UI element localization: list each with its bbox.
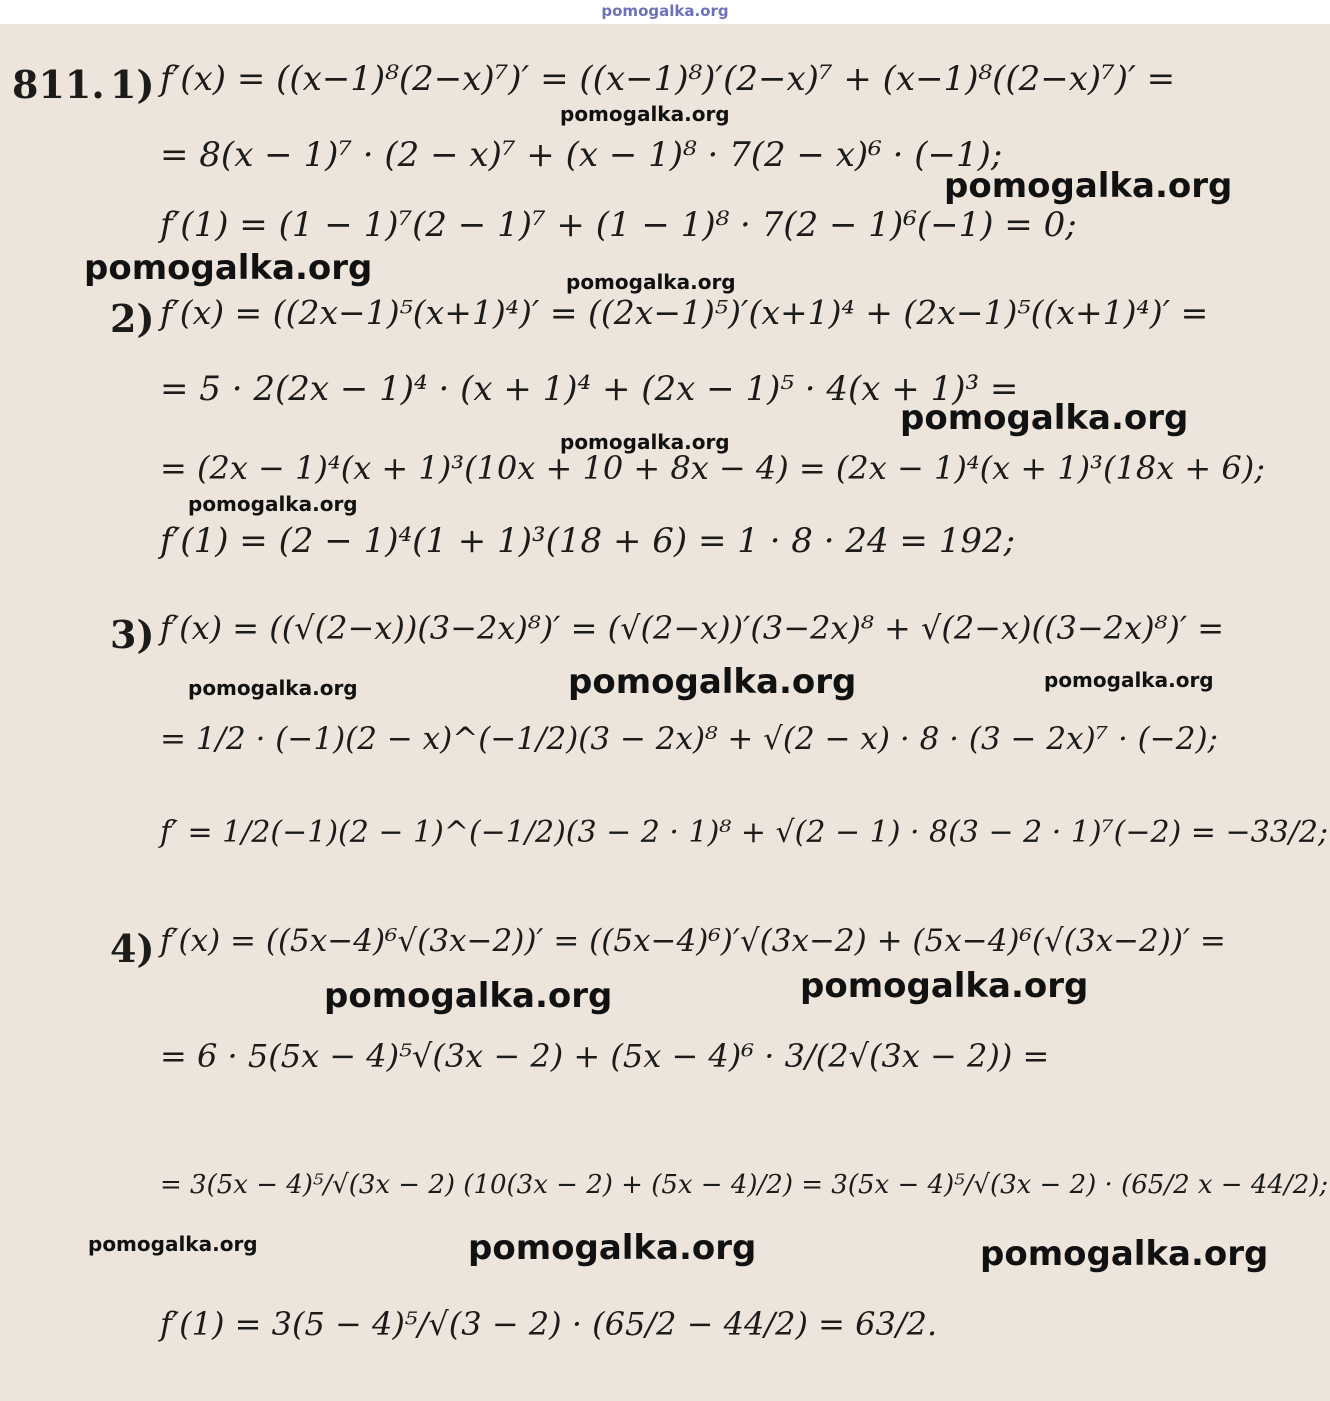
- part-2-line-1: f′(x) = ((2x−1)⁵(x+1)⁴)′ = ((2x−1)⁵)′(x+1)⁴ + (2x−1)⁵((x+1)⁴)′ =: [160, 293, 1209, 332]
- watermark: pomogalka.org: [88, 1232, 258, 1256]
- part-1-line-3: f′(1) = (1 − 1)⁷(2 − 1)⁷ + (1 − 1)⁸ · 7(2 − 1)⁶(−1) = 0;: [160, 205, 1077, 245]
- part-2-line-4: f′(1) = (2 − 1)⁴(1 + 1)³(18 + 6) = 1 · 8 · 24 = 192;: [160, 521, 1016, 561]
- part-1-line-1: f′(x) = ((x−1)⁸(2−x)⁷)′ = ((x−1)⁸)′(2−x)⁷ + (x−1)⁸((2−x)⁷)′ =: [160, 59, 1176, 99]
- watermark: pomogalka.org: [468, 1228, 757, 1268]
- part-2-line-3: = (2x − 1)⁴(x + 1)³(10x + 10 + 8x − 4) = (2x − 1)⁴(x + 1)³(18x + 6);: [160, 449, 1266, 487]
- watermark: pomogalka.org: [188, 676, 358, 700]
- watermark: pomogalka.org: [568, 662, 857, 702]
- part-2-label: 2): [110, 296, 155, 341]
- top-watermark: pomogalka.org: [601, 2, 729, 20]
- part-3-label: 3): [110, 612, 155, 657]
- part-1-label: 1): [110, 62, 155, 107]
- part-2-line-2: = 5 · 2(2x − 1)⁴ · (x + 1)⁴ + (2x − 1)⁵ · 4(x + 1)³ =: [160, 369, 1019, 409]
- part-3-line-2: = 1/2 · (−1)(2 − x)^(−1/2)(3 − 2x)⁸ + √(2 − x) · 8 · (3 − 2x)⁷ · (−2);: [160, 721, 1218, 757]
- watermark: pomogalka.org: [84, 248, 373, 288]
- part-4-line-2: = 6 · 5(5x − 4)⁵√(3x − 2) + (5x − 4)⁶ · 3/(2√(3x − 2)) =: [160, 1037, 1050, 1075]
- watermark: pomogalka.org: [560, 102, 730, 126]
- watermark: pomogalka.org: [560, 430, 730, 454]
- part-3-line-1: f′(x) = ((√(2−x))(3−2x)⁸)′ = (√(2−x))′(3−2x)⁸ + √(2−x)((3−2x)⁸)′ =: [160, 609, 1225, 647]
- part-3-line-3: f′ = 1/2(−1)(2 − 1)^(−1/2)(3 − 2 · 1)⁸ + √(2 − 1) · 8(3 − 2 · 1)⁷(−2) = −33/2;: [160, 815, 1329, 850]
- part-4-line-3: = 3(5x − 4)⁵/√(3x − 2) (10(3x − 2) + (5x − 4)/2) = 3(5x − 4)⁵/√(3x − 2) · (65/2 x − 44/2);: [160, 1170, 1329, 1200]
- watermark: pomogalka.org: [800, 966, 1089, 1006]
- watermark: pomogalka.org: [324, 976, 613, 1016]
- watermark: pomogalka.org: [980, 1234, 1269, 1274]
- part-4-line-4: f′(1) = 3(5 − 4)⁵/√(3 − 2) · (65/2 − 44/2) = 63/2.: [160, 1305, 938, 1343]
- part-4-label: 4): [110, 926, 155, 971]
- watermark: pomogalka.org: [900, 398, 1189, 438]
- watermark: pomogalka.org: [188, 492, 358, 516]
- watermark: pomogalka.org: [1044, 668, 1214, 692]
- part-4-line-1: f′(x) = ((5x−4)⁶√(3x−2))′ = ((5x−4)⁶)′√(3x−2) + (5x−4)⁶(√(3x−2))′ =: [160, 923, 1226, 959]
- problem-number: 811.: [12, 62, 105, 107]
- watermark: pomogalka.org: [566, 270, 736, 294]
- part-1-line-2: = 8(x − 1)⁷ · (2 − x)⁷ + (x − 1)⁸ · 7(2 − x)⁶ · (−1);: [160, 135, 1003, 175]
- watermark: pomogalka.org: [944, 166, 1233, 206]
